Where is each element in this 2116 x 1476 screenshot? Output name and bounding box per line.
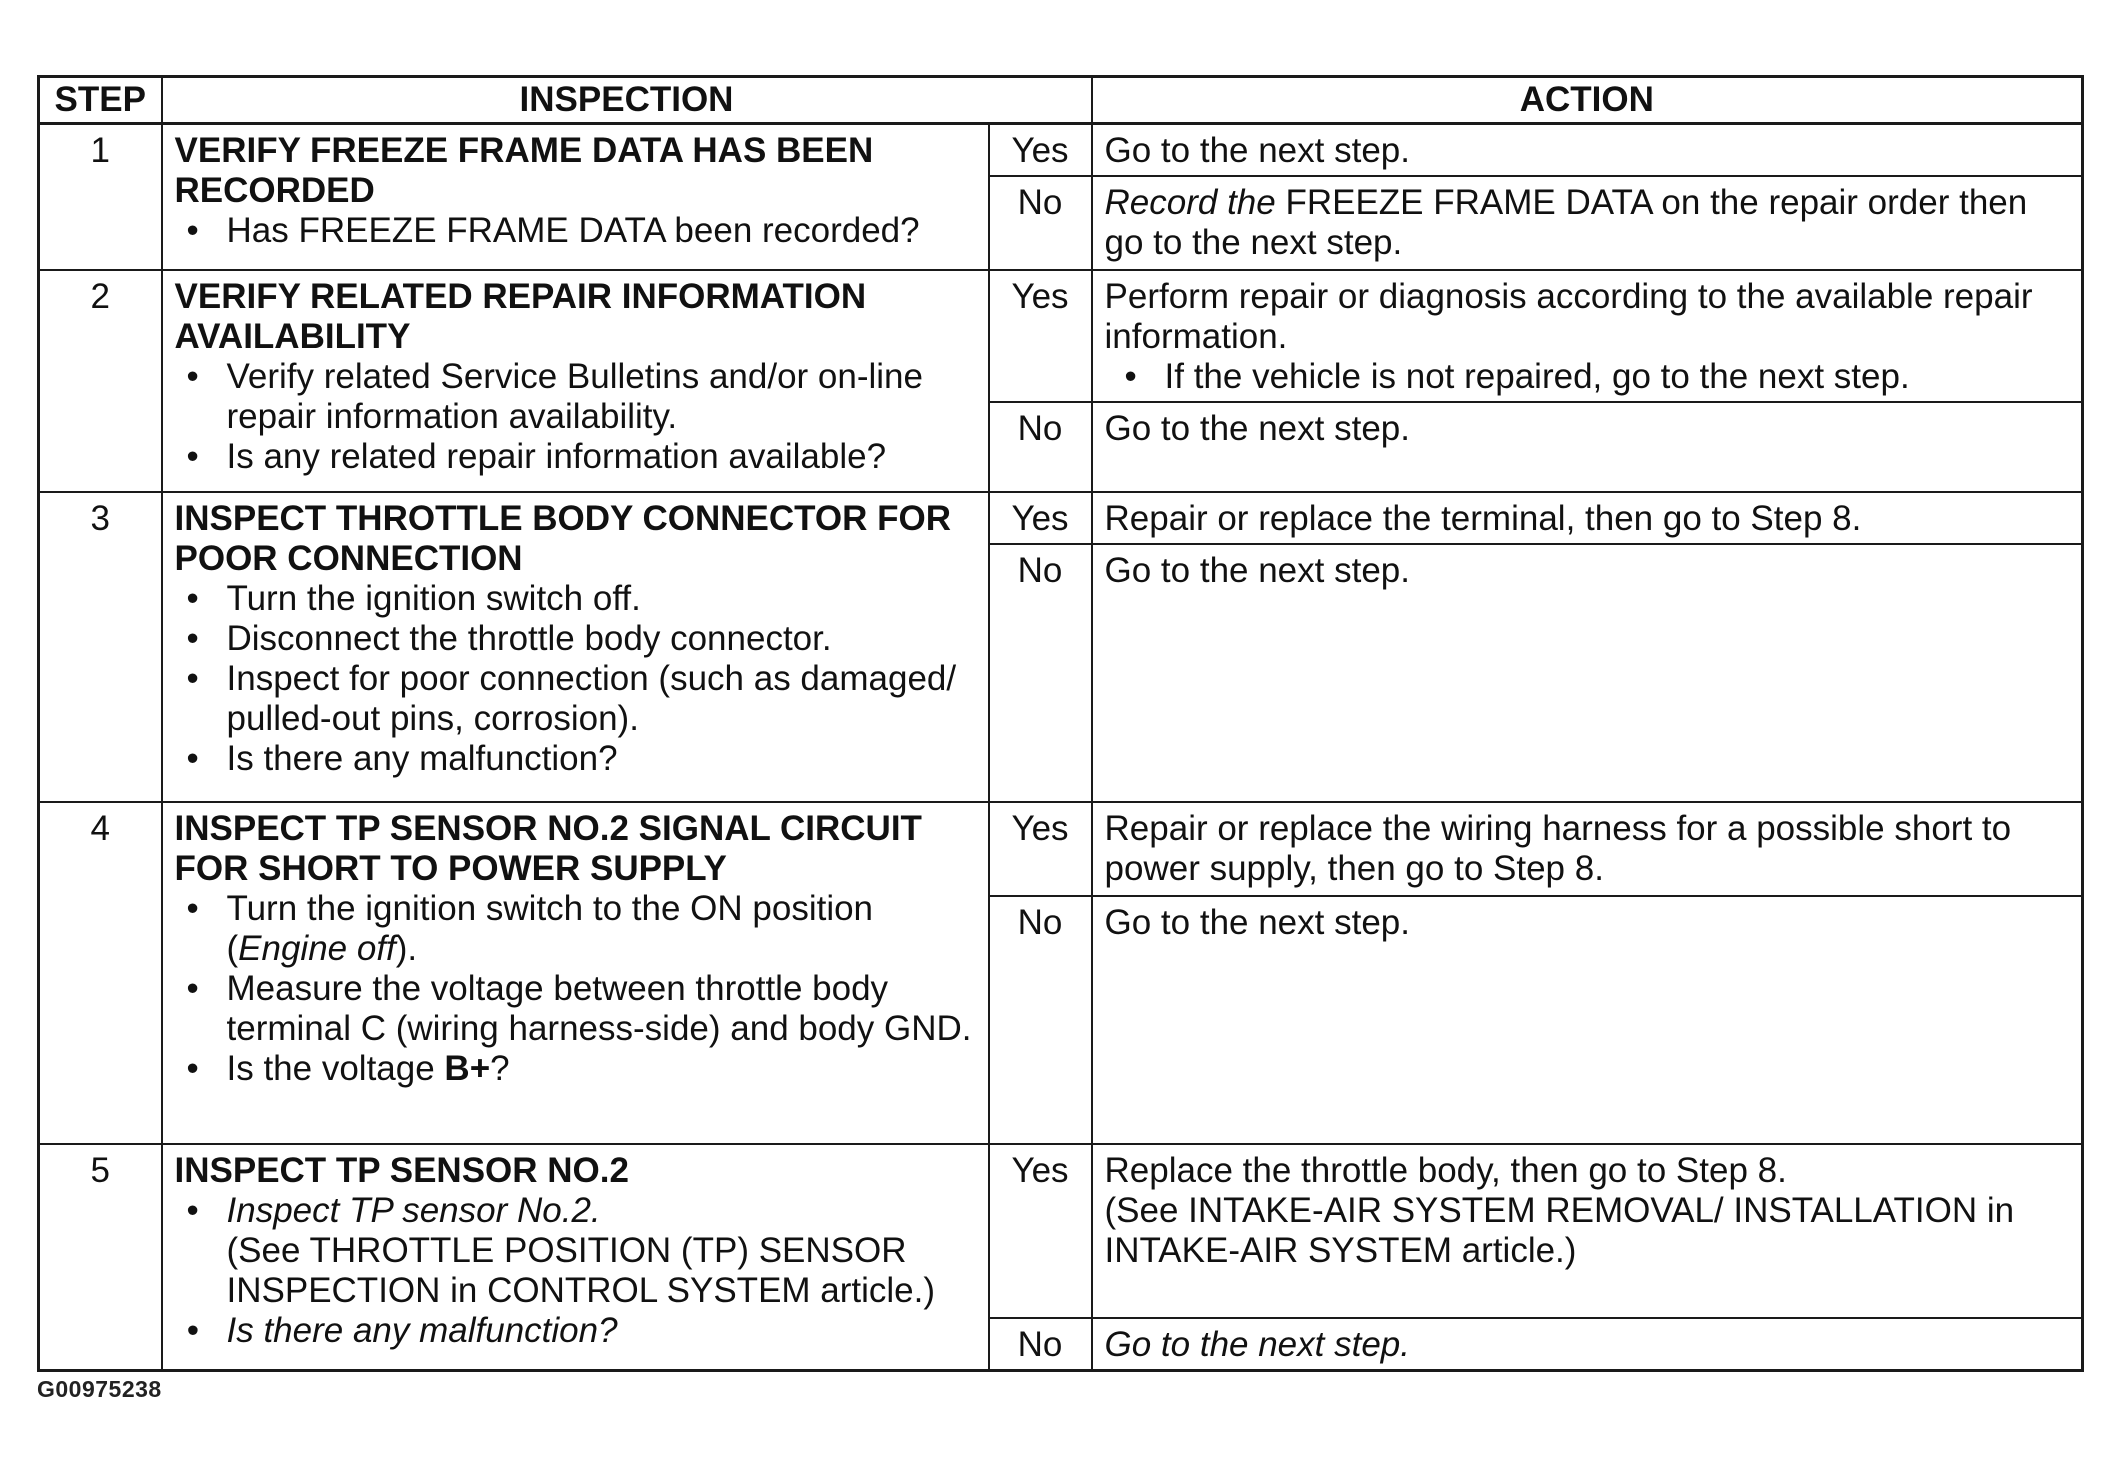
no-label: No (989, 402, 1092, 492)
bullet-item (227, 889, 976, 969)
no-action-text: FREEZE FRAME DATA on the repair order then go to the next step. (1104, 183, 2028, 262)
inspection-cell (162, 492, 989, 802)
diagnostic-procedure-table (37, 75, 2084, 1372)
yes-action (1092, 270, 2083, 402)
table-header-row (39, 77, 2083, 124)
inspection-title: VERIFY RELATED REPAIR INFORMATION AVAILABILITY (174, 277, 867, 356)
step-number: 5 (39, 1144, 162, 1371)
bullet-item: • Verify related Service Bulletins and/or on-line repair information availability. (227, 357, 976, 437)
yes-label: Yes (989, 270, 1092, 402)
bullet-item: • Disconnect the throttle body connector. (227, 619, 976, 659)
no-action: Go to the next step. (1092, 1318, 2083, 1371)
inspection-title: INSPECT TP SENSOR NO.2 SIGNAL CIRCUIT FOR SHORT TO POWER SUPPLY (174, 809, 922, 888)
no-action-italic: Record the (1104, 183, 1276, 222)
paren-open: ( (226, 929, 239, 968)
step-number: 3 (39, 492, 162, 802)
no-label: No (989, 176, 1092, 270)
table-row (39, 802, 2083, 896)
inspection-bullets (175, 357, 976, 477)
inspection-title: INSPECT THROTTLE BODY CONNECTOR FOR POOR CONNECTION (174, 499, 952, 578)
header-action: ACTION (1092, 77, 2083, 124)
table-row (39, 492, 2083, 544)
no-action: Go to the next step. (1092, 402, 2083, 492)
bullet-bold: B+ (444, 1049, 491, 1088)
bullet-item: • If the vehicle is not repaired, go to the next step. (1165, 357, 2070, 397)
inspection-cell (162, 1144, 989, 1371)
header-step: STEP (39, 77, 162, 124)
inspection-bullets (175, 889, 976, 1089)
inspection-bullets (175, 1191, 976, 1351)
table-row (39, 1144, 2083, 1318)
inspection-bullets (175, 579, 976, 779)
inspection-cell (162, 124, 989, 271)
inspection-title: INSPECT TP SENSOR NO.2 (174, 1151, 629, 1190)
step-number: 1 (39, 124, 162, 271)
yes-action: Repair or replace the terminal, then go to Step 8. (1092, 492, 2083, 544)
yes-label: Yes (989, 492, 1092, 544)
no-action: Go to the next step. (1092, 896, 2083, 1144)
no-action (1092, 176, 2083, 270)
paren-close: ). (395, 929, 418, 968)
yes-action (1092, 1144, 2083, 1318)
bullet-item: • Is any related repair information available? (227, 437, 976, 477)
bullet-item (227, 1049, 976, 1089)
inspection-title: VERIFY FREEZE FRAME DATA HAS BEEN RECORDED (174, 131, 874, 210)
table-row (39, 124, 2083, 177)
action-bullets (1105, 357, 2070, 397)
bullet-item: • Is there any malfunction? (227, 739, 976, 779)
step-number: 2 (39, 270, 162, 492)
bullet-text: Is the voltage (226, 1049, 445, 1088)
no-label: No (989, 544, 1092, 802)
inspection-bullets (175, 211, 976, 251)
yes-action-text: Replace the throttle body, then go to Step 8. (1104, 1151, 1787, 1190)
step-number: 4 (39, 802, 162, 1144)
bullet-item: • Measure the voltage between throttle body terminal C (wiring harness-side) and body GND. (227, 969, 976, 1049)
yes-action-reference: (See INTAKE-AIR SYSTEM REMOVAL/ INSTALLATION in INTAKE-AIR SYSTEM article.) (1104, 1191, 2015, 1270)
yes-action: Repair or replace the wiring harness for a possible short to power supply, then go to Step 8. (1092, 802, 2083, 896)
bullet-item: • Turn the ignition switch off. (227, 579, 976, 619)
bullet-item: • Inspect for poor connection (such as damaged/ pulled-out pins, corrosion). (227, 659, 976, 739)
figure-id: G00975238 (37, 1376, 162, 1402)
yes-action: Go to the next step. (1092, 124, 2083, 177)
no-label: No (989, 896, 1092, 1144)
bullet-reference: (See THROTTLE POSITION (TP) SENSOR INSPECTION in CONTROL SYSTEM article.) (226, 1231, 936, 1310)
bullet-italic: Inspect TP sensor No.2. (226, 1191, 601, 1230)
yes-label: Yes (989, 124, 1092, 177)
inspection-cell (162, 802, 989, 1144)
bullet-item: • Is there any malfunction? (227, 1311, 976, 1351)
bullet-item (227, 1191, 976, 1311)
yes-label: Yes (989, 1144, 1092, 1318)
no-label: No (989, 1318, 1092, 1371)
yes-action-text: Perform repair or diagnosis according to the available repair information. (1104, 277, 2033, 356)
inspection-cell (162, 270, 989, 492)
bullet-item: • Has FREEZE FRAME DATA been recorded? (227, 211, 976, 251)
bullet-text: Turn the ignition switch to the ON position (226, 889, 874, 928)
bullet-italic: Engine off (238, 929, 396, 968)
bullet-end: ? (490, 1049, 510, 1088)
no-action: Go to the next step. (1092, 544, 2083, 802)
header-inspection: INSPECTION (162, 77, 1092, 124)
yes-label: Yes (989, 802, 1092, 896)
table-row (39, 270, 2083, 402)
